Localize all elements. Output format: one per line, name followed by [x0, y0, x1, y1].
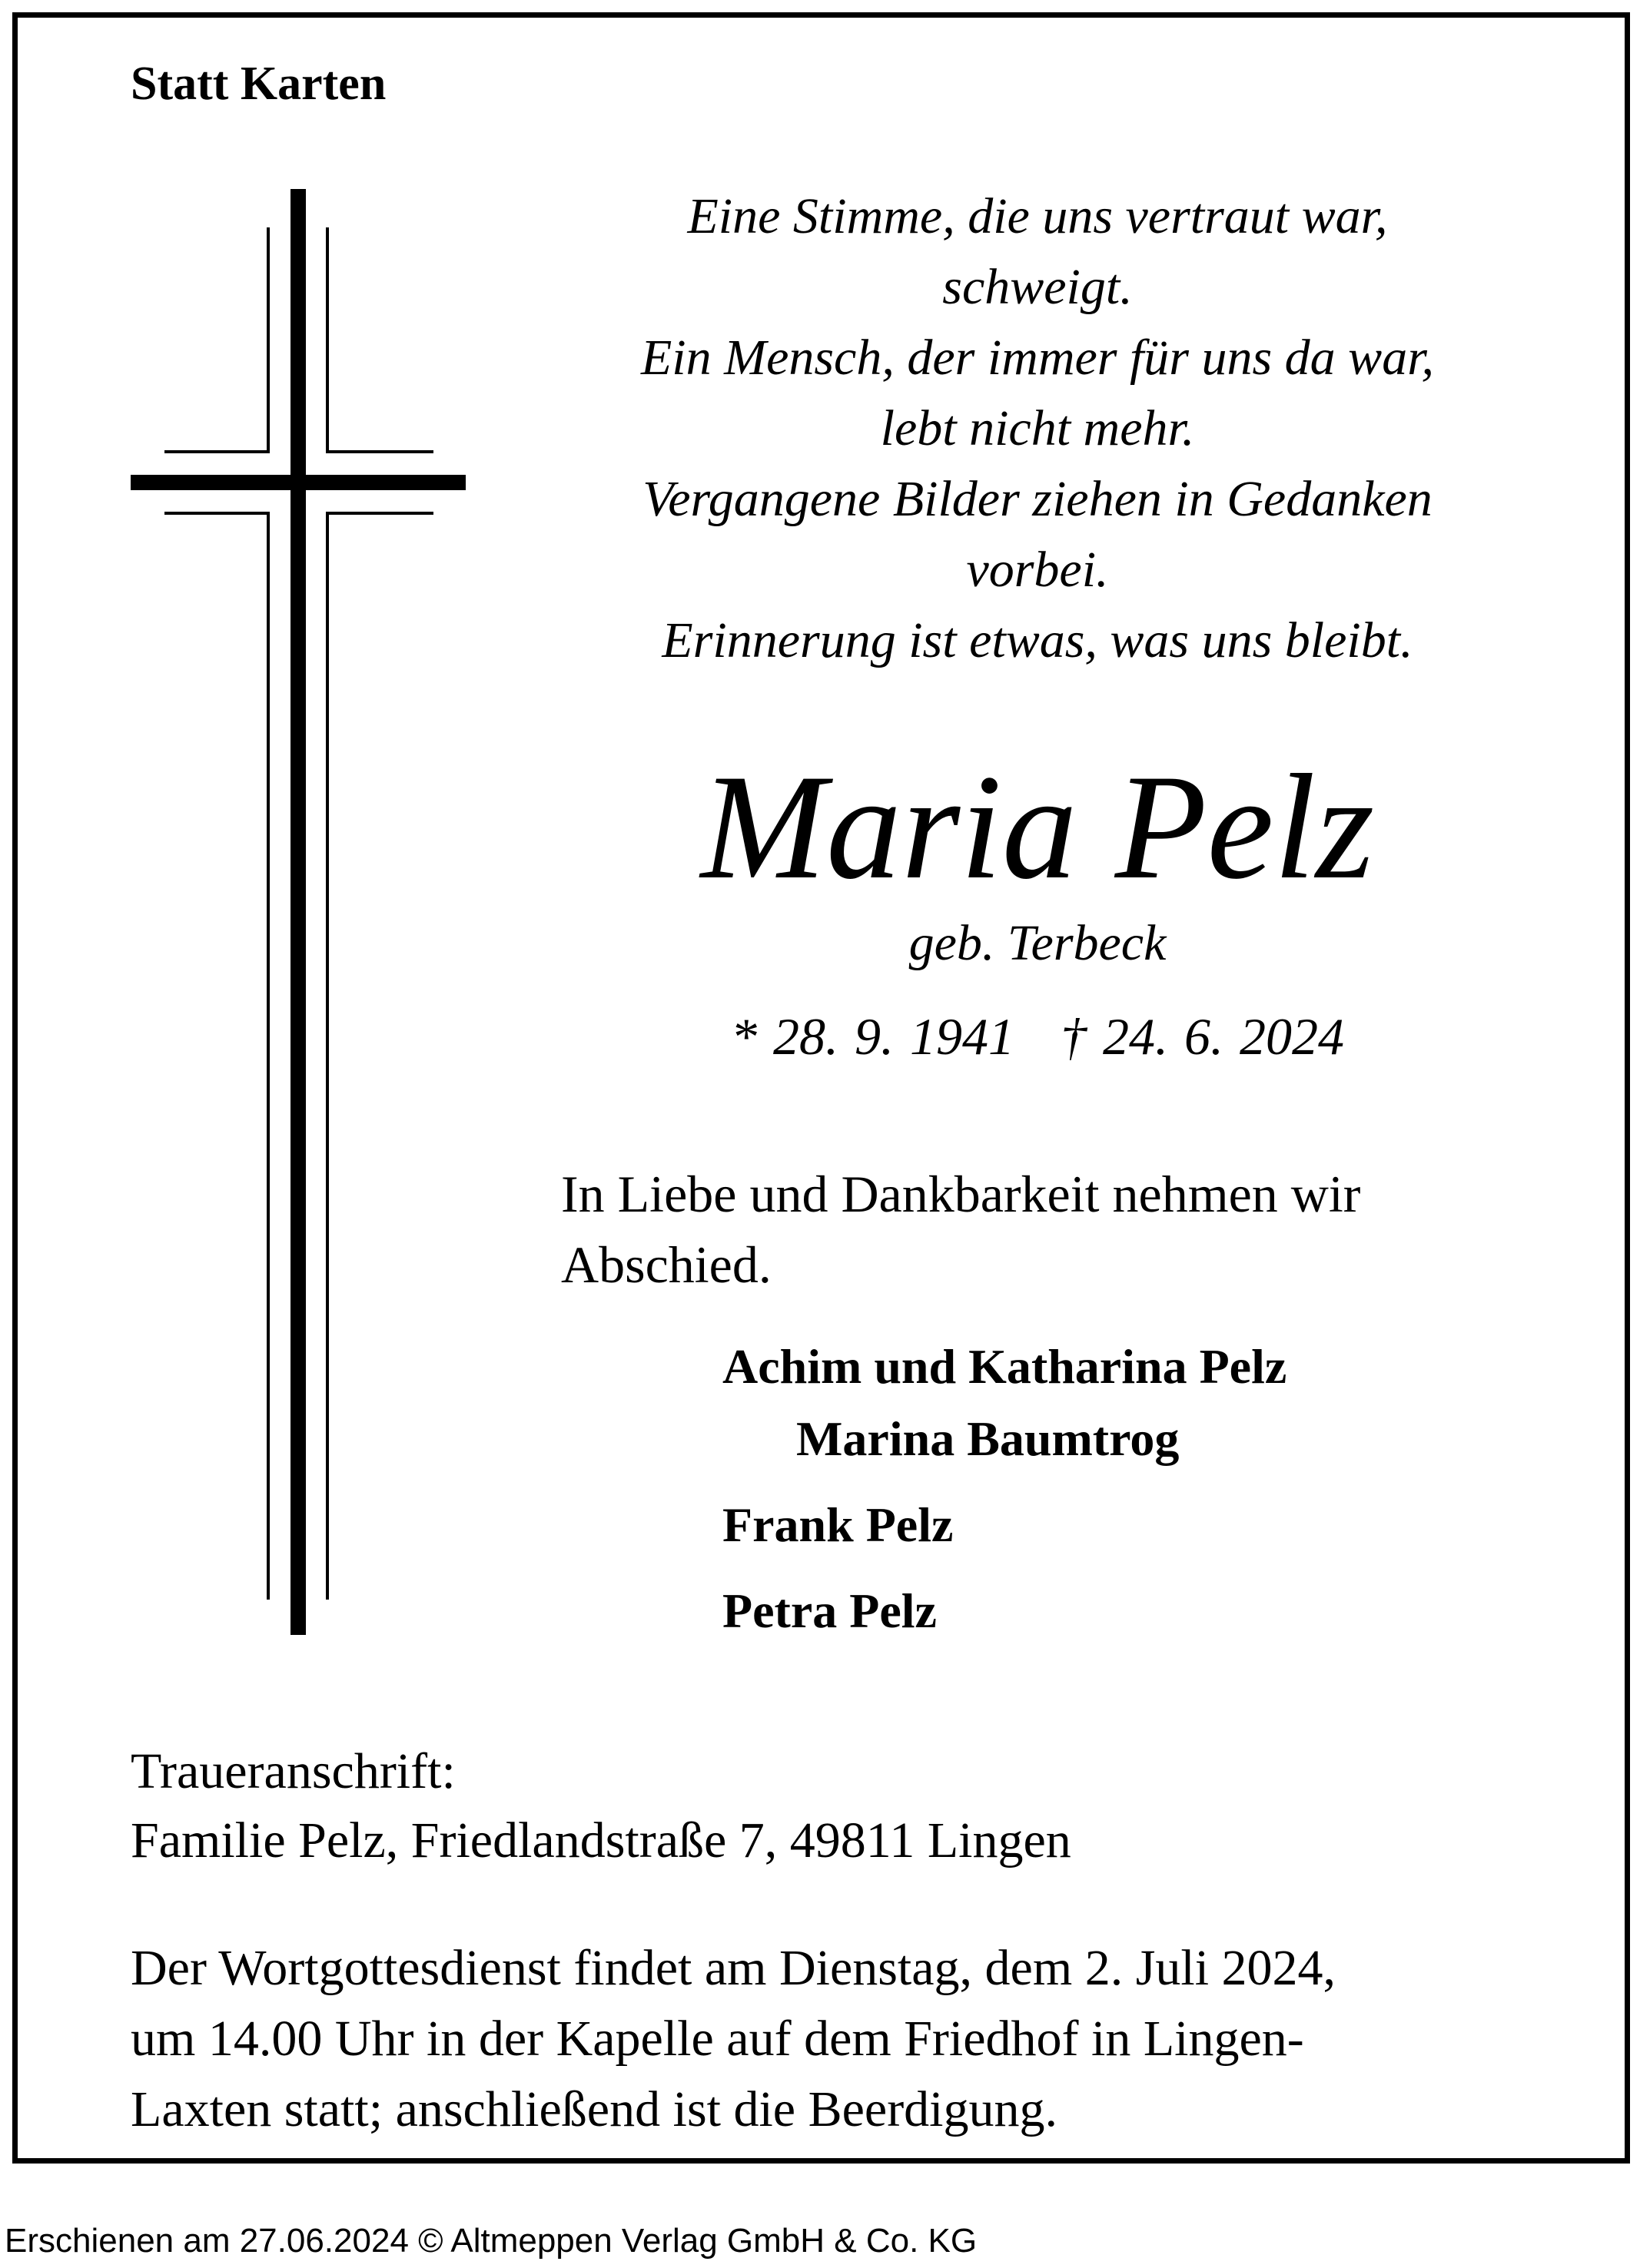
mourner-name: Petra Pelz — [722, 1583, 937, 1638]
cross-inner-line — [326, 227, 329, 452]
publication-footer: Erschienen am 27.06.2024 © Altmeppen Verlag GmbH & Co. KG — [5, 2222, 978, 2260]
poem-line: Ein Mensch, der immer für uns da war, — [640, 330, 1435, 386]
cross-inner-line — [326, 513, 329, 1600]
poem-line: vorbei. — [966, 542, 1109, 598]
cross-inner-line — [267, 513, 270, 1600]
cross-icon — [123, 184, 476, 1644]
address-label: Traueranschrift: — [131, 1743, 456, 1799]
cross-inner-line — [267, 227, 270, 452]
service-line: Laxten statt; anschließend ist die Beerdigung. — [131, 2081, 1058, 2137]
service-notice — [131, 1933, 1537, 2145]
cross-inner-line — [164, 512, 270, 515]
mourner-name: Marina Baumtrog — [796, 1411, 1180, 1466]
service-line: um 14.00 Uhr in der Kapelle auf dem Friedhof in Lingen- — [131, 2011, 1304, 2067]
cross-inner-line — [326, 512, 433, 515]
life-dates — [553, 1006, 1522, 1067]
poem-line: lebt nicht mehr. — [880, 400, 1195, 456]
farewell-text — [561, 1159, 1529, 1300]
birth-date: * 28. 9. 1941 — [731, 1007, 1014, 1066]
mourner-name: Achim und Katharina Pelz — [722, 1339, 1287, 1394]
poem-line: Erinnerung ist etwas, was uns bleibt. — [662, 612, 1413, 668]
maiden-name: geb. Terbeck — [908, 915, 1167, 971]
service-line: Der Wortgottesdienst findet am Dienstag, dem 2. Juli 2024, — [131, 1940, 1336, 1996]
memorial-poem — [553, 181, 1522, 676]
cross-vertical-beam — [290, 189, 306, 1635]
cross-inner-line — [326, 450, 433, 453]
mourner-name: Frank Pelz — [722, 1497, 954, 1552]
poem-line: Vergangene Bilder ziehen in Gedanken — [642, 471, 1433, 527]
poem-line: Eine Stimme, die uns vertraut war, — [687, 188, 1388, 244]
death-date: † 24. 6. 2024 — [1061, 1007, 1344, 1066]
farewell-line: In Liebe und Dankbarkeit nehmen wir — [561, 1165, 1361, 1223]
poem-line: schweigt. — [942, 259, 1133, 315]
farewell-line: Abschied. — [561, 1235, 772, 1294]
cross-inner-line — [164, 450, 270, 453]
cross-horizontal-beam — [131, 475, 466, 490]
statt-karten-heading: Statt Karten — [131, 58, 387, 110]
deceased-name: Maria Pelz — [700, 744, 1375, 910]
mourning-address: Familie Pelz, Friedlandstraße 7, 49811 Lingen — [131, 1812, 1071, 1868]
